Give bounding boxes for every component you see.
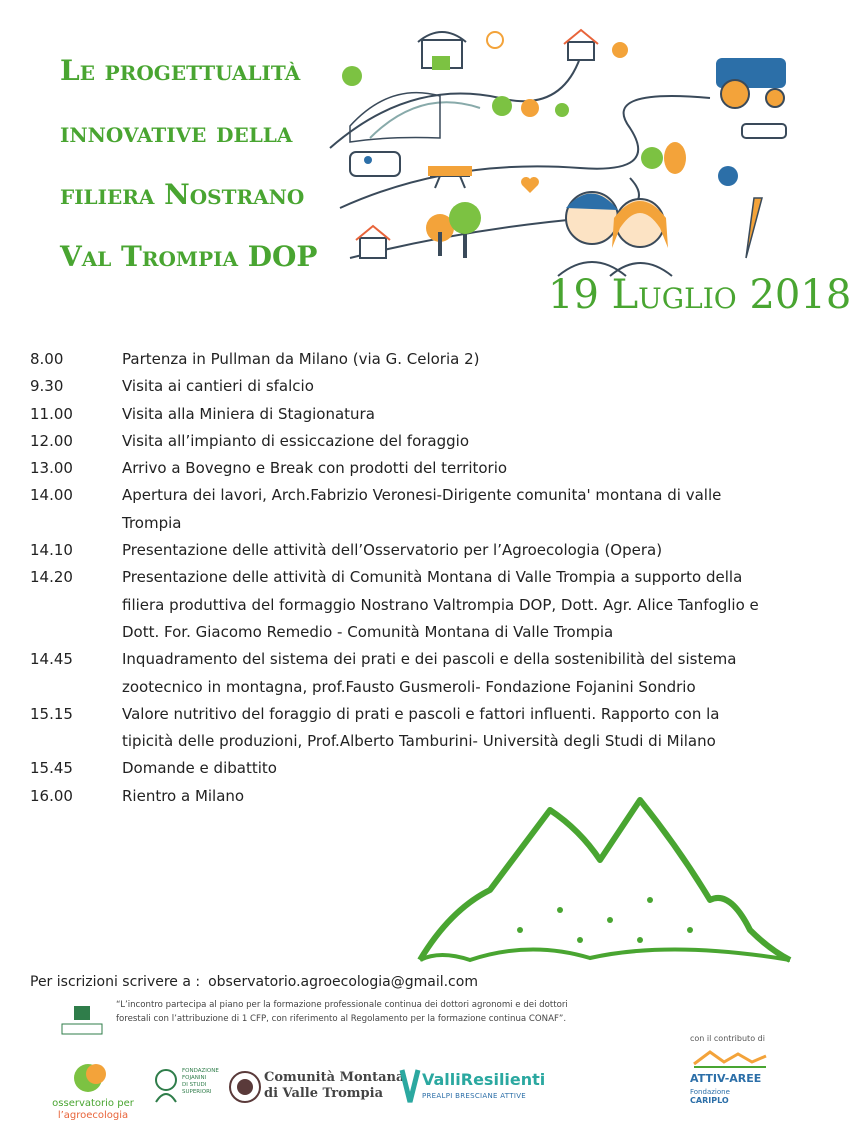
schedule-description: Partenza in Pullman da Milano (via G. Celoria 2) [122, 350, 480, 368]
comunita-seal [228, 1070, 262, 1104]
contact-email[interactable]: observatorio.agroecologia@gmail.com [208, 974, 478, 990]
schedule-row [30, 646, 794, 701]
attiv-mark [690, 1048, 770, 1068]
schedule-description: Apertura dei lavori, Arch.Fabrizio Veronesi-Dirigente comunita' montana di valle Trompia [122, 486, 722, 532]
schedule-time: 14.45 [30, 650, 73, 669]
title-line-1: Le progettualità [60, 54, 301, 87]
contact-label: Per iscrizioni scrivere a : [30, 974, 201, 990]
schedule-description: Arrivo a Bovegno e Break con prodotti del territorio [122, 459, 508, 478]
valli-mark [398, 1066, 422, 1106]
house-icon [568, 42, 594, 60]
heart-icon [521, 177, 539, 193]
title-line-3: filiera Nostrano [60, 178, 305, 211]
osservatorio-text-1: osservatorio per [52, 1098, 134, 1109]
contribution-label: con il contributo di [690, 1034, 765, 1043]
schedule-row [30, 346, 794, 373]
sun-icon [487, 32, 503, 48]
fojanini-text-3: DI STUDI [182, 1082, 207, 1088]
fojanini-text-1: FONDAZIONE [182, 1068, 219, 1074]
osservatorio-logo [38, 1060, 148, 1120]
schedule-description: Inquadramento del sistema dei prati e dei pascoli e della sostenibilità del sistema zootecnico in montagna, prof.Fausto Gusmeroli- Fondazione Fojanini Sondrio [122, 650, 737, 696]
fojanini-text-4: SUPERIORI [182, 1089, 212, 1095]
schedule-description: Presentazione delle attività dell’Osservatorio per l’Agroecologia (Opera) [122, 541, 663, 560]
schedule-time: 14.10 [30, 541, 73, 560]
schedule-row [30, 755, 794, 782]
fojanini-mark [150, 1066, 180, 1106]
schedule-description: Domande e dibattito [122, 759, 277, 778]
mountain-illustration [410, 790, 794, 970]
schedule-time: 13.00 [30, 459, 73, 478]
schedule-description: Visita ai cantieri di sfalcio [122, 377, 314, 396]
attiv-name: ATTIV-AREE [690, 1072, 762, 1085]
event-title [60, 40, 330, 288]
schedule-row [30, 428, 794, 455]
cow-icon [350, 152, 400, 176]
event-date: 19 Luglio 2018 [548, 272, 851, 318]
schedule-row [30, 482, 794, 537]
title-line-4: Val Trompia DOP [60, 240, 318, 273]
schedule-row [30, 564, 794, 646]
title-line-2: innovative della [60, 116, 293, 149]
fojanini-logo [150, 1066, 220, 1110]
schedule-description: Valore nutritivo del foraggio di prati e pascoli e fattori influenti. Rapporto con la tipicità delle produzioni, Prof.Alberto Tamburini- Università degli Studi di Milano [122, 704, 720, 751]
schedule-time: 16.00 [30, 786, 73, 805]
schedule-time: 12.00 [30, 431, 73, 450]
comunita-text-1: Comunità Montana [264, 1070, 405, 1085]
agriculture-illustration [330, 18, 794, 278]
schedule-row [30, 401, 794, 428]
schedule-row [30, 373, 794, 400]
contact-info [30, 974, 478, 990]
schedule-description: Visita all’impianto di essiccazione del foraggio [122, 431, 469, 450]
valli-subtitle: PREALPI BRESCIANE ATTIVE [422, 1092, 527, 1100]
schedule-description: Presentazione delle attività di Comunità Montana di Valle Trompia a supporto della filiera produttiva del formaggio Nostrano Valtrompia DOP, Dott. Agr. Alice Tanfoglio e Dott. For. Giacomo Remedio - Comunità Montana di Valle Trompia [122, 568, 759, 641]
attiv-cariplo: CARIPLO [690, 1096, 729, 1105]
fojanini-text-2: FOJANINI [182, 1075, 207, 1081]
osservatorio-mark [38, 1060, 148, 1094]
attiv-fondazione: Fondazione [690, 1088, 730, 1096]
schedule-row [30, 455, 794, 482]
schedule [30, 346, 794, 810]
schedule-time: 11.00 [30, 404, 73, 423]
conaf-logo [60, 1004, 104, 1038]
schedule-time: 14.20 [30, 568, 73, 587]
osservatorio-text-2: l’agroecologia [57, 1110, 129, 1121]
valli-name: ValliResilienti [422, 1070, 546, 1089]
schedule-row [30, 537, 794, 564]
schedule-description: Rientro a Milano [122, 786, 245, 805]
schedule-time: 15.15 [30, 704, 73, 723]
attiv-aree-logo [690, 1048, 770, 1118]
tree-icon [342, 66, 362, 86]
schedule-description: Visita alla Miniera di Stagionatura [122, 404, 375, 423]
valli-resilienti-logo [398, 1064, 546, 1110]
schedule-time: 15.45 [30, 759, 73, 778]
comunita-montana-logo [228, 1068, 405, 1108]
schedule-row [30, 701, 794, 756]
cfp-note: “L’incontro partecipa al piano per la formazione professionale continua dei dottori agronomi e dei dottori forestali con l’attribuzione di 1 CFP, con riferimento al Regolamento per la formazione continua CONAF”. [116, 1000, 568, 1024]
carrot-icon [746, 198, 762, 258]
schedule-time: 8.00 [30, 350, 64, 368]
comunita-text-2: di Valle Trompia [264, 1086, 383, 1101]
schedule-time: 14.00 [30, 486, 73, 505]
schedule-time: 9.30 [30, 377, 64, 396]
